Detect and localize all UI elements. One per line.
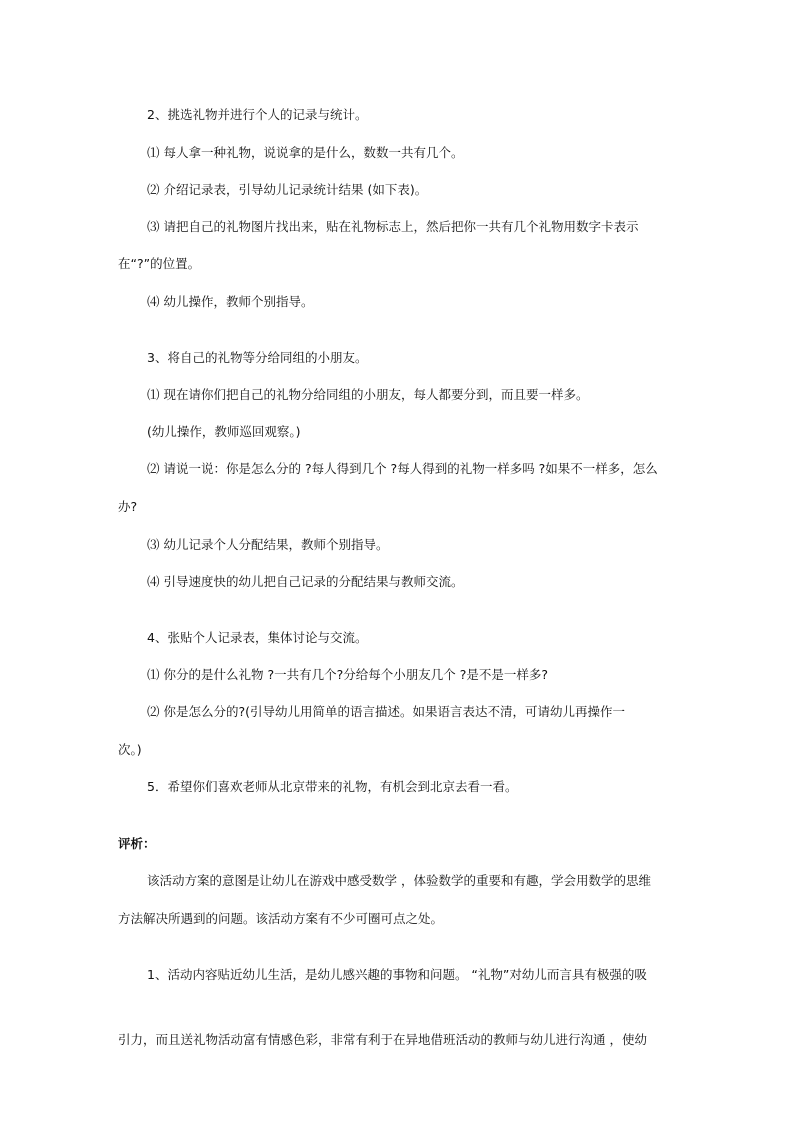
commentary-point-1: 1、活动内容贴近幼儿生活，是幼儿感兴趣的事物和问题。 “礼物”对幼儿而言具有极强的吸 [147,967,647,982]
commentary-point-1-cont: 引力，而且送礼物活动富有情感色彩，非常有利于在异地借班活动的教师与幼儿进行沟通 ，使幼 [118,1032,647,1047]
step-4-item-2: ⑵ 你是怎么分的?(引导幼儿用简单的语言描述。如果语言表达不清，可请幼儿再操作一 [147,704,625,719]
step-3-item-2: ⑵ 请说一说：你是怎么分的 ?每人得到几个 ?每人得到的礼物一样多吗 ?如果不一样多，怎么 [147,461,658,476]
commentary-para-1-cont: 方法解决所遇到的问题。该活动方案有不少可圈可点之处。 [118,911,444,926]
step-2-heading: 2、挑选礼物并进行个人的记录与统计。 [147,107,368,122]
step-2-item-3: ⑶ 请把自己的礼物图片找出来，贴在礼物标志上，然后把你一共有几个礼物用数字卡表示 [147,219,639,234]
step-2-item-1: ⑴ 每人拿一种礼物，说说拿的是什么，数数一共有几个。 [147,145,464,160]
commentary-para-1: 该活动方案的意图是让幼儿在游戏中感受数学 ，体验数学的重要和有趣，学会用数学的思维 [147,873,651,888]
step-2-item-3-cont: 在“?”的位置。 [118,256,201,271]
step-3-note: (幼儿操作，教师巡回观察。) [147,424,301,439]
step-4-item-1: ⑴ 你分的是什么礼物 ?一共有几个?分给每个小朋友几个 ?是不是一样多? [147,667,548,682]
step-3-item-1: ⑴ 现在请你们把自己的礼物分给同组的小朋友，每人都要分到，而且要一样多。 [147,387,589,402]
step-2-item-2: ⑵ 介绍记录表，引导幼儿记录统计结果 (如下表)。 [147,182,428,197]
step-3-heading: 3、将自己的礼物等分给同组的小朋友。 [147,350,368,365]
commentary-heading: 评析： [118,836,156,851]
step-4-heading: 4、张贴个人记录表，集体讨论与交流。 [147,630,368,645]
step-3-item-3: ⑶ 幼儿记录个人分配结果，教师个别指导。 [147,537,389,552]
step-3-item-2-cont: 办? [118,499,138,514]
step-2-item-4: ⑷ 幼儿操作，教师个别指导。 [147,294,314,309]
step-4-item-2-cont: 次。) [118,742,142,757]
step-3-item-4: ⑷ 引导速度快的幼儿把自己记录的分配结果与教师交流。 [147,574,464,589]
step-5: 5．希望你们喜欢老师从北京带来的礼物，有机会到北京去看一看。 [147,779,518,794]
